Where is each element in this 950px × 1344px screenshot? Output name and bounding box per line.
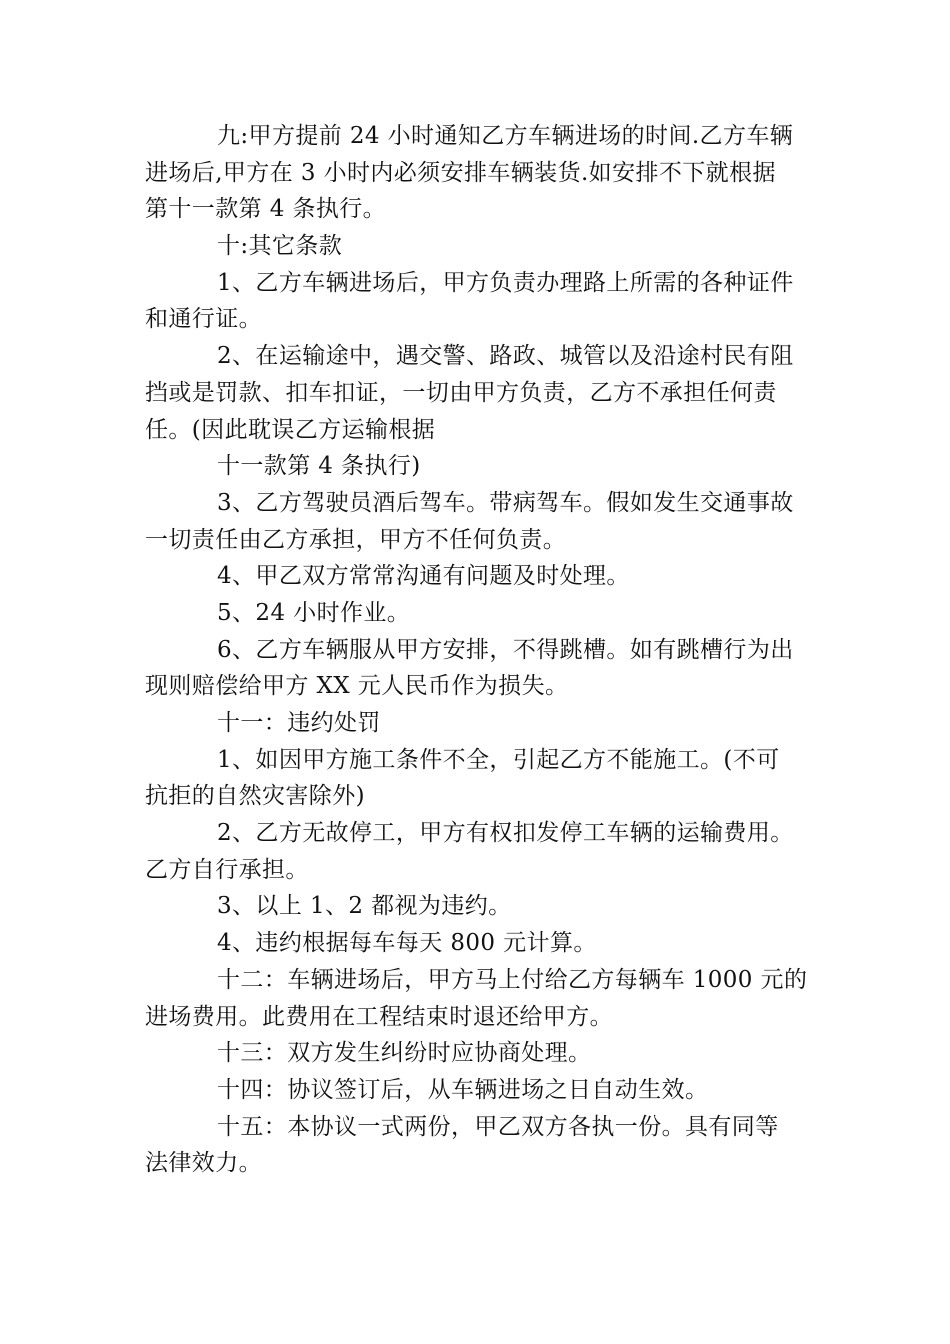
text-line: 1、乙方车辆进场后，甲方负责办理路上所需的各种证件 [217,269,794,296]
document-body [145,118,808,1182]
text-line: 九:甲方提前 24 小时通知乙方车辆进场的时间.乙方车辆 [217,123,794,149]
text-line: 法律效力。 [145,1150,262,1177]
text-line: 进场后,甲方在 3 小时内必须安排车辆装货.如安排不下就根据 [145,159,776,186]
text-line: 十一：违约处罚 [217,710,381,736]
text-line: 十一款第 4 条执行) [217,453,421,480]
text-line: 5、24 小时作业。 [217,599,411,626]
text-line: 2、乙方无故停工，甲方有权扣发停工车辆的运输费用。 [217,820,794,847]
text-line: 挡或是罚款、扣车扣证，一切由甲方负责，乙方不承担任何责 [145,379,777,406]
text-line: 4、甲乙双方常常沟通有问题及时处理。 [217,563,630,590]
text-line: 6、乙方车辆服从甲方安排，不得跳槽。如有跳槽行为出 [217,636,794,663]
text-line: 十二：车辆进场后，甲方马上付给乙方每辆车 1000 元的 [217,966,808,993]
text-line: 1、如因甲方施工条件不全，引起乙方不能施工。(不可 [217,746,780,773]
text-line: 十四：协议签订后，从车辆进场之日自动生效。 [217,1076,709,1103]
text-line: 4、违约根据每车每天 800 元计算。 [217,930,597,957]
text-line: 任。(因此耽误乙方运输根据 [145,416,436,443]
text-line: 进场费用。此费用在工程结束时退还给甲方。 [145,1003,613,1030]
text-line: 3、以上 1、2 都视为违约。 [217,893,512,920]
text-line: 十五：本协议一式两份，甲乙双方各执一份。具有同等 [217,1113,779,1140]
text-line: 一切责任由乙方承担，甲方不任何负责。 [145,526,567,553]
text-line: 3、乙方驾驶员酒后驾车。带病驾车。假如发生交通事故 [217,489,794,516]
text-line: 和通行证。 [145,306,262,333]
text-line: 十三：双方发生纠纷时应协商处理。 [217,1040,592,1067]
text-line: 第十一款第 4 条执行。 [145,196,387,223]
text-line: 2、在运输途中，遇交警、路政、城管以及沿途村民有阻 [217,343,794,370]
text-line: 十:其它条款 [217,233,343,260]
text-line: 现则赔偿给甲方 XX 元人民币作为损失。 [145,673,569,700]
text-line: 乙方自行承担。 [145,856,309,883]
text-line: 抗拒的自然灾害除外) [145,783,365,810]
